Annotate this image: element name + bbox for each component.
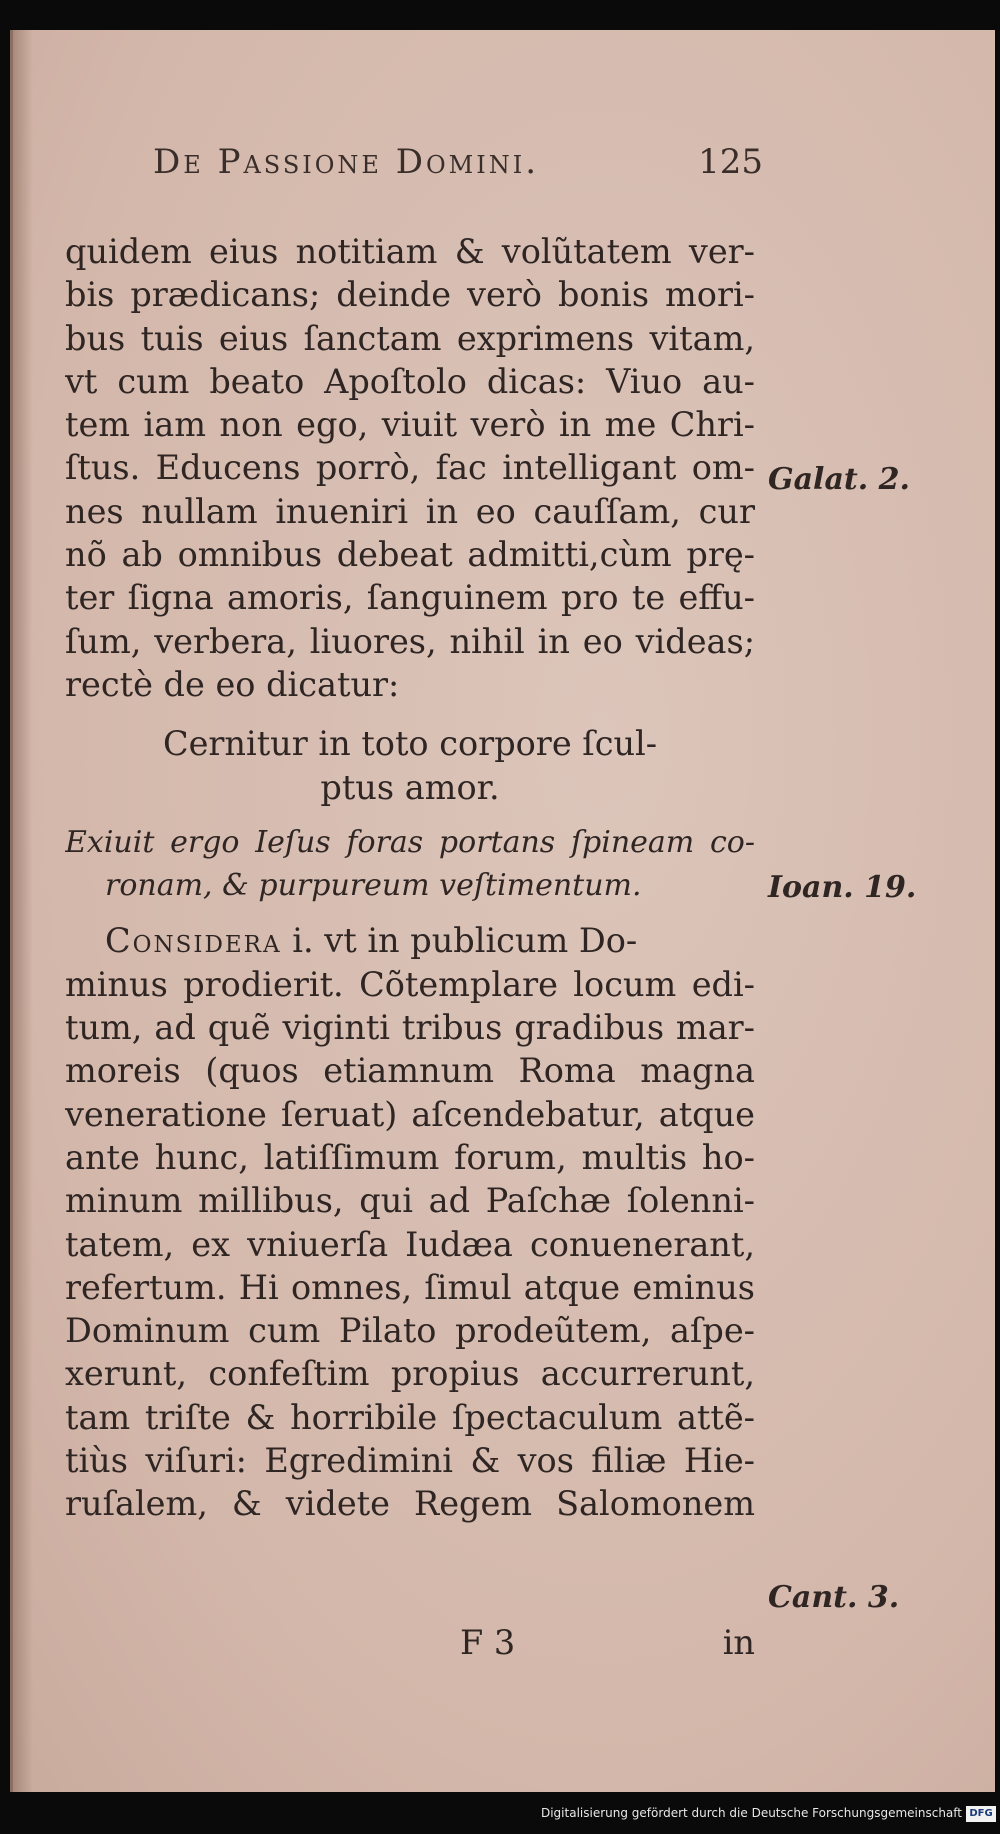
catchword: in <box>722 1623 755 1662</box>
text-line: moreis (quos etiamnum Roma magna <box>65 1051 755 1091</box>
verse-line: ptus amor. <box>320 767 500 807</box>
text-line: tem iam non ego, viuit verò in me Chri- <box>65 405 755 445</box>
body-text <box>65 230 755 1526</box>
text-line: nes nullam inueniri in eo cauſſam, cur <box>65 491 755 531</box>
text-line: Dominum cum Pilato prodeũtem, aſpe- <box>65 1311 755 1351</box>
signature-mark: F 3 <box>460 1623 516 1662</box>
text-line: rectè de eo dicatur: <box>65 664 400 704</box>
margin-note-ioan: Ioan. 19. <box>768 870 917 905</box>
scripture-line: ronam, & purpureum veſtimentum. <box>105 868 642 904</box>
lead-word: Considera <box>105 921 282 961</box>
text-line: tum, ad quẽ viginti tribus gradibus mar- <box>65 1008 755 1048</box>
text-line: bis prædicans; deinde verò bonis mori- <box>65 275 755 315</box>
margin-note-galat: Galat. 2. <box>768 462 910 497</box>
signature-line <box>65 1623 755 1667</box>
text-line: quidem eius notitiam & volũtatem ver- <box>65 232 755 271</box>
footer-bar <box>0 1792 1000 1834</box>
text-line: ſum, verbera, liuores, nihil in eo videas; <box>65 621 755 661</box>
verse-line: Cernitur in toto corpore ſcul- <box>162 724 658 764</box>
verse-quotation <box>65 722 755 809</box>
paragraph-1 <box>65 230 755 706</box>
text-line: ſtus. Educens porrò, fac intelligant om- <box>65 448 755 488</box>
text-line: refertum. Hi omnes, ſimul atque eminus <box>65 1267 755 1307</box>
text-line: ter ſigna amoris, ſanguinem pro te effu- <box>65 578 755 618</box>
text-line: nõ ab omnibus debeat admitti,cùm prę- <box>65 535 755 575</box>
text-line: tam triſte & horribile ſpectaculum attẽ- <box>65 1397 755 1437</box>
running-title: De Passione Domini. <box>153 142 540 182</box>
text-line: minum millibus, qui ad Paſchæ ſolenni- <box>65 1181 755 1221</box>
book-page <box>10 30 995 1792</box>
text-line: xerunt, confeſtim propius accurrerunt, <box>65 1354 755 1394</box>
paragraph-2 <box>65 919 755 1525</box>
text-line: minus prodierit. Cõtemplare locum edi- <box>65 964 755 1004</box>
lead-rest: i. vt in publicum Do- <box>281 921 638 961</box>
funding-credit: Digitalisierung gefördert durch die Deutsche Forschungsgemeinschaft <box>540 1806 962 1820</box>
text-line <box>65 919 755 962</box>
dfg-logo-icon: DFG <box>966 1806 996 1822</box>
scripture-quotation <box>65 821 755 908</box>
margin-note-cant: Cant. 3. <box>768 1580 900 1615</box>
text-line: vt cum beato Apoſtolo dicas: Viuo au- <box>65 361 755 401</box>
scripture-line: Exiuit ergo Ieſus foras portans ſpineam co- <box>65 824 755 860</box>
text-line: tiùs viſuri: Egredimini & vos filiæ Hie- <box>65 1441 755 1481</box>
text-line: ante hunc, latiſſimum forum, multis ho- <box>65 1137 755 1177</box>
running-head <box>153 142 773 192</box>
page-number: 125 <box>698 142 763 182</box>
text-line: bus tuis eius ſanctam exprimens vitam, <box>65 318 755 358</box>
text-line: tatem, ex vniuerſa Iudæa conuenerant, <box>65 1224 755 1264</box>
text-line: ruſalem, & videte Regem Salomonem <box>65 1484 755 1524</box>
text-line: veneratione ſeruat) aſcendebatur, atque <box>65 1094 755 1134</box>
